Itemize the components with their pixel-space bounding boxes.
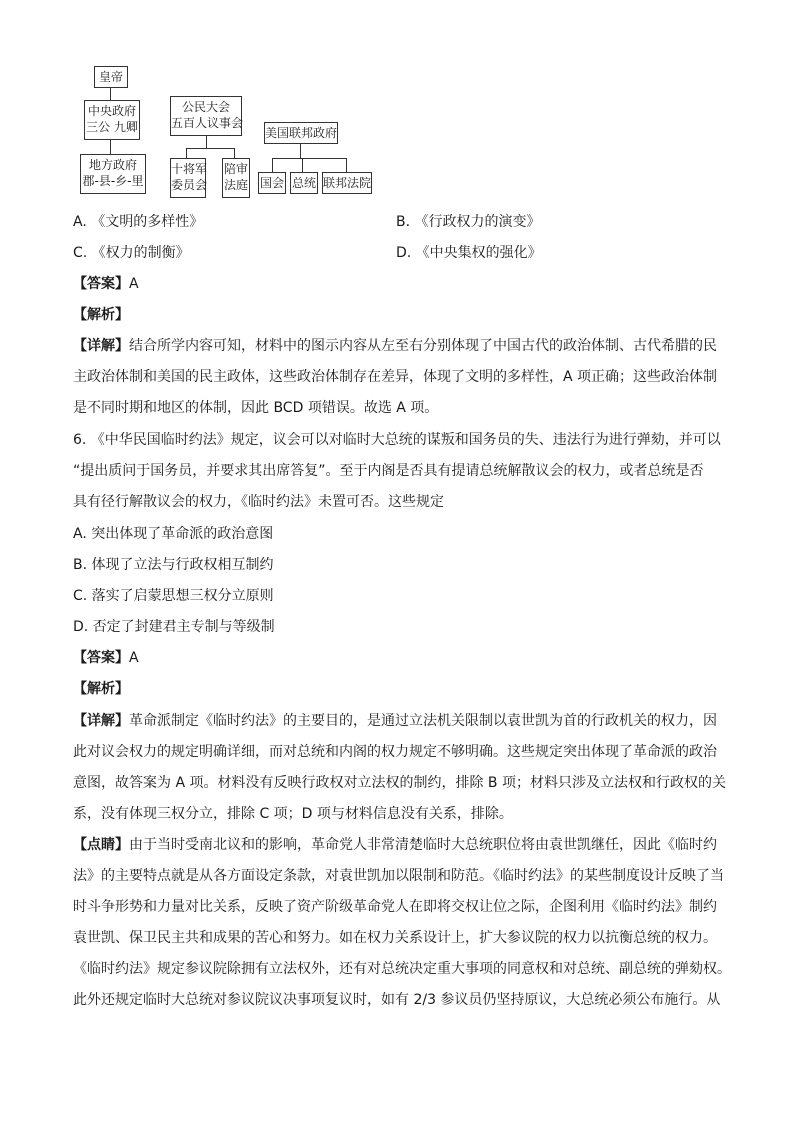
- q5-option-a: A. 《文明的多样性》: [73, 214, 204, 230]
- jury-court-box: 陪审 法庭: [222, 158, 250, 198]
- q5-answer: 【答案】A: [73, 276, 139, 292]
- q5-option-d: D. 《中央集权的强化》: [396, 245, 542, 261]
- q5-analysis-heading: 【解析】: [73, 307, 129, 323]
- q6-option-a: A. 突出体现了革命派的政治意图: [73, 526, 274, 542]
- q5-option-b: B. 《行政权力的演变》: [396, 214, 541, 230]
- ten-generals-box: 十将军 委员会: [170, 158, 206, 198]
- political-systems-diagram: [80, 66, 380, 206]
- q5-option-c: C. 《权力的制衡》: [73, 245, 190, 261]
- q6-option-c: C. 落实了启蒙思想三权分立原则: [73, 588, 274, 604]
- q6-stem: 6. 《中华民国临时约法》规定，议会可以对临时大总统的谋叛和国务员的失、违法行为进行弹劾，并可以 “提出质问于国务员，并要求其出席答复”。至于内阁是否具有提请总统解散议会的权力，或者总统是否 具有径行解散议会的权力，《临时约法》未置可否。这些规定: [73, 432, 721, 510]
- local-government-box: 地方政府 郡-县-乡-里: [80, 154, 146, 194]
- q6-detail: 【详解】革命派制定《临时约法》的主要目的，是通过立法机关限制以袁世凯为首的行政机关的权力，因 此对议会权力的规定明确详细，而对总统和内阁的权力规定不够明确。这些规定突出体现了革命派的政治 意图，故答案为 A 项。材料没有反映行政权对立法权的制约，排除 B 项；材料只涉及立法权和行政权的关 系，没有体现三权分立，排除 C 项；D 项与材料信息没有关系，排除。: [73, 713, 726, 822]
- citizens-assembly-box: 公民大会 五百人议事会: [170, 96, 242, 136]
- q6-tip: 【点睛】由于当时受南北议和的影响，革命党人非常清楚临时大总统职位将由袁世凯继任，因此《临时约 法》的主要特点就是从各方面设定条款，对袁世凯加以限制和防范。《临时约法》的某些制度设计反映了当 时斗争形势和力量对比关系，反映了资产阶级革命党人在即将交权让位之际，企图利用《临时约法》制约 袁世凯、保卫民主共和成果的苦心和努力。如在权力关系设计上，扩大参议院的权力以抗衡总统的权力。 《临时约法》规定参议院除拥有立法权外，还有对总统决定重大事项的同意权和对总统、副总统的弹劾权。 此外还规定临时大总统对参议院议决事项复议时，如有 2/3 参议员仍坚持原议，大总统必须公布施行。从: [73, 837, 731, 1008]
- q5-detail: 【详解】结合所学内容可知，材料中的图示内容从左至右分别体现了中国古代的政治体制、古代希腊的民 主政治体制和美国的民主政体，这些政治体制存在差异，体现了文明的多样性，A 项正确；这些政治体制 是不同时期和地区的体制，因此 BCD 项错误。故选 A 项。: [73, 338, 718, 416]
- central-government-box: 中央政府 三公 九卿: [84, 100, 140, 140]
- q6-option-d: D. 否定了封建君主专制与等级制: [73, 619, 275, 635]
- emperor-box: 皇帝: [94, 66, 128, 88]
- us-federal-government-box: 美国联邦政府: [264, 122, 338, 144]
- q6-analysis-heading: 【解析】: [73, 681, 129, 697]
- president-box: 总统: [290, 172, 318, 194]
- q6-answer: 【答案】A: [73, 650, 139, 666]
- q6-option-b: B. 体现了立法与行政权相互制约: [73, 557, 274, 573]
- federal-court-box: 联邦法院: [322, 172, 372, 194]
- congress-box: 国会: [258, 172, 286, 194]
